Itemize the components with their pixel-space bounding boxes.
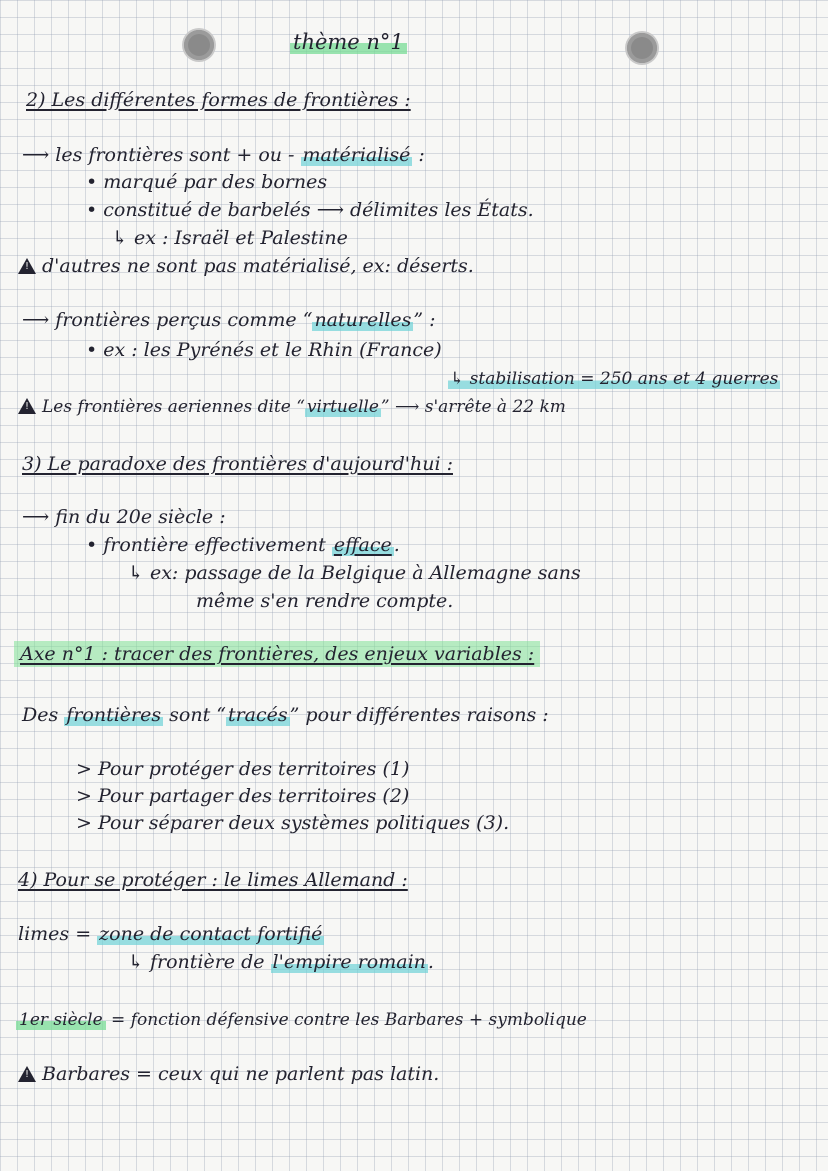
axe-heading: Axe n°1 : tracer des frontières, des enjeux variables : [14, 642, 540, 666]
line-2: • marqué par des bornes [86, 171, 328, 193]
line-10: ⟶ fin du 20e siècle : [22, 506, 226, 528]
line-1: ⟶ les frontières sont + ou - matérialisé : [22, 144, 425, 166]
line-15: > Pour protéger des territoires (1) [76, 758, 410, 780]
highlight-materialise: matérialisé [302, 144, 411, 166]
section-heading-3: 3) Le paradoxe des frontières d'aujourd'hui : [22, 453, 453, 475]
section-heading-4: 4) Pour se protéger : le limes Allemand : [18, 869, 408, 891]
line-5: !d'autres ne sont pas matérialisé, ex: déserts. [18, 254, 474, 278]
highlight-zone-contact: zone de contact fortifié [99, 923, 323, 945]
warning-icon [18, 398, 36, 414]
line-9: !Les frontières aeriennes dite “ virtuelle ” ⟶ s'arrête à 22 km [18, 395, 566, 419]
line-21: !Barbares = ceux qui ne parlent pas latin. [18, 1062, 439, 1086]
line-18: limes = zone de contact fortifié [18, 923, 323, 945]
line-6: ⟶ frontières perçus comme “ naturelles ” : [22, 309, 436, 331]
highlight-naturelles: naturelles [314, 309, 412, 331]
punch-hole-right [627, 33, 657, 63]
line-3: • constitué de barbelés ⟶ délimites les États. [86, 199, 534, 221]
line-8: ↳ stabilisation = 250 ans et 4 guerres [450, 369, 779, 389]
punch-hole-left [184, 30, 214, 60]
line-7: • ex : les Pyrénés et le Rhin (France) [86, 339, 442, 361]
line-11: • frontière effectivement efface . [86, 534, 400, 556]
line-19: ↳ frontière de l'empire romain . [128, 951, 434, 973]
highlight-efface: efface [333, 534, 392, 556]
line-17: > Pour séparer deux systèmes politiques (3). [76, 812, 510, 834]
line-13: même s'en rendre compte. [196, 590, 454, 612]
highlight-empire-romain: l'empire romain [272, 951, 426, 973]
warning-icon [18, 1066, 36, 1082]
page-title: thème n°1 [290, 30, 407, 54]
warning-icon [18, 258, 36, 274]
line-14: Des frontières sont “ tracés ” pour différentes raisons : [22, 704, 549, 726]
line-4: ↳ ex : Israël et Palestine [112, 227, 348, 249]
section-heading-2: 2) Les différentes formes de frontières : [26, 89, 411, 111]
line-16: > Pour partager des territoires (2) [76, 785, 410, 807]
highlight-frontieres: frontières [66, 704, 162, 726]
line-12: ↳ ex: passage de la Belgique à Allemagne sans [128, 562, 581, 584]
highlight-1er-siecle: 1er siècle [16, 1010, 106, 1030]
highlight-virtuelle: virtuelle [306, 397, 379, 417]
highlight-traces: tracés [227, 704, 288, 726]
line-20: 1er siècle = fonction défensive contre les Barbares + symbolique [16, 1008, 587, 1032]
